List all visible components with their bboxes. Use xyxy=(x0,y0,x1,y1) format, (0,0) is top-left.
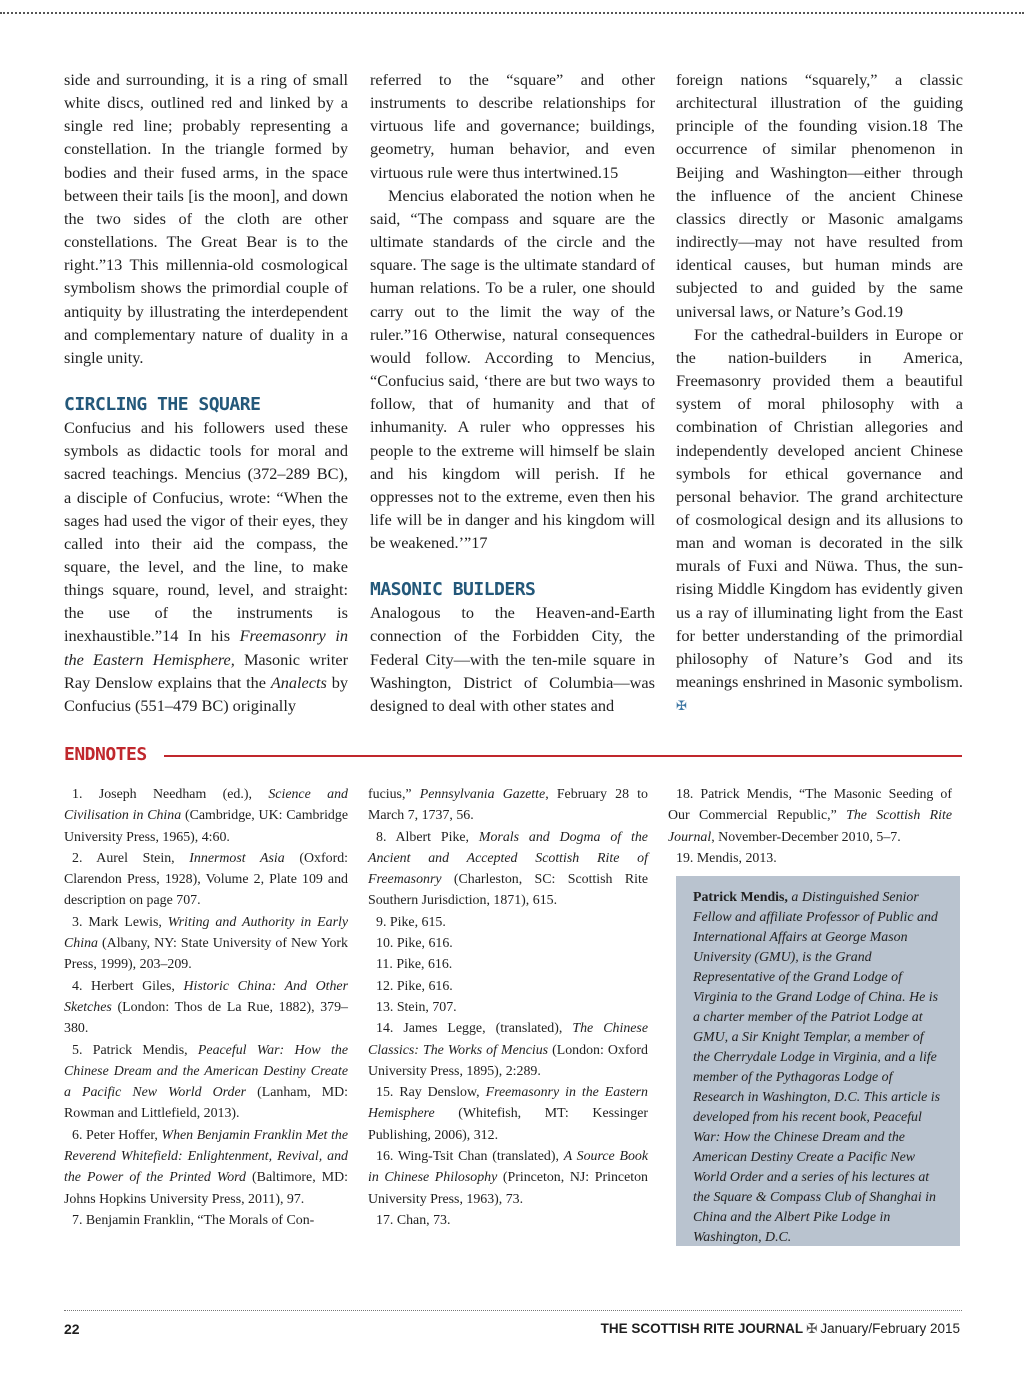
endnote-item: 7. Benjamin Franklin, “The Morals of Con- xyxy=(72,1212,315,1228)
page-number: 22 xyxy=(64,1321,80,1337)
endnotes-column-1 xyxy=(64,784,348,1231)
endnote-item: 14. James Legge, (translated), The Chinese Classics: The Works of Mencius (London: Oxford University Press, 1895), 2:289. xyxy=(368,1021,649,1079)
endnote-item: 8. Albert Pike, Morals and Dogma of the Ancient and Accepted Scottish Rite of Freemasonry (Charleston, SC: Scottish Rite Southern Jurisdiction, 1871), 615. xyxy=(368,829,648,909)
body-paragraph: foreign nations “squarely,” a classic architectural illustration of the guiding principle of the founding vision.18 The occurrence of similar phenomenon in Beijing and Washington—either through the influence of the ancient Chinese classics directly or Masonic amalgams indirectly—may not have resulted from identical causes, but human minds are subjected to and guided by the same universal laws, or Nature’s God.19 xyxy=(676,70,963,321)
endnote-item: 18. Patrick Mendis, “The Masonic Seeding of Our Commercial Republic,” The Scottish Rite Journal, November-December 2010, 5–7. xyxy=(668,787,953,845)
top-dotted-rule xyxy=(0,12,1024,14)
endnote-item: 11. Pike, 616. xyxy=(376,957,453,973)
running-footer xyxy=(601,1321,960,1337)
endnote-item: 9. Pike, 615. xyxy=(376,914,446,930)
endnote-item: 5. Patrick Mendis, Peaceful War: How the Chinese Dream and the American Destiny Create a Pacific New World Order (Lanham, MD: Rowman and Littlefield, 2013). xyxy=(64,1042,349,1122)
section-heading-circling-the-square: CIRCLING THE SQUARE xyxy=(64,394,261,416)
body-paragraph: For the cathedral-builders in Europe or the nation-builders in America, Freemasonry provided them a beautiful system of moral philosophy with a combination of Christian allegories and independently developed ancient Chinese symbols for ethical governance and personal behavior. The grand architecture of cosmological design and its allusions to man and woman is decorated in the silk murals of Fuxi and Nüwa. Thus, the sun-rising Middle Kingdom has evidently given us a ray of illuminating light from the East for better understanding of the primordial philosophy of Nature’s God and its meanings enshrined in Masonic symbolism. ✠ xyxy=(676,324,963,714)
body-paragraph: Analogous to the Heaven-and-Earth connection of the Forbidden City, the Federal City—with the ten-mile square in Washington, District of Columbia—was designed to deal with other states and xyxy=(370,603,655,715)
body-column-2 xyxy=(370,68,655,717)
endnotes-rule xyxy=(164,755,962,757)
endnote-item: 3. Mark Lewis, Writing and Authority in Early China (Albany, NY: State University of New York Press, 1999), 203–209. xyxy=(64,914,349,973)
footer-dotted-rule xyxy=(64,1310,962,1311)
endnotes-column-2 xyxy=(368,784,648,1231)
body-paragraph: Mencius elaborated the notion when he said, “The compass and square are the ultimate standards of the circle and the square. The sage is the ultimate standard of human relations. To be a ruler, one should carry out to the limit the way of the ruler.”16 Otherwise, natural consequences would follow. According to Mencius, “Confucius said, ‘there are but two ways to follow, that of humanity and that of inhumanity. A ruler who oppresses his people to the extreme will himself be slain and his kingdom will perish. If he oppresses not to the extreme, even then his life will be in danger and his kingdom will be weakened.’”17 xyxy=(370,185,655,553)
endnote-item: 6. Peter Hoffer, When Benjamin Franklin Met the Reverend Whitefield: Enlightenment, Revival, and the Power of the Printed Word (Baltimore, MD: Johns Hopkins University Press, 2011), 97. xyxy=(64,1127,349,1207)
cross-icon: ✠ xyxy=(806,1321,818,1336)
author-name: Patrick Mendis, xyxy=(693,890,788,905)
endnotes-header xyxy=(64,744,962,768)
endnote-item: 10. Pike, 616. xyxy=(376,936,453,952)
body-column-1 xyxy=(64,68,348,717)
end-cross-icon: ✠ xyxy=(676,698,687,714)
endnote-item: 2. Aurel Stein, Innermost Asia (Oxford: Clarendon Press, 1928), Volume 2, Plate 109 and description on page 707. xyxy=(64,850,348,909)
endnote-item: fucius,” Pennsylvania Gazette, February 28 to March 7, 1737, 56. xyxy=(368,787,648,824)
author-bio-box xyxy=(676,876,960,1246)
endnote-item: 12. Pike, 616. xyxy=(376,978,453,994)
endnote-item: 16. Wing-Tsit Chan (translated), A Source Book in Chinese Philosophy (Princeton, NJ: Princeton University Press, 1963), 73. xyxy=(368,1149,648,1207)
journal-title: THE SCOTTISH RITE JOURNAL xyxy=(600,1321,804,1336)
endnotes-column-3 xyxy=(668,784,952,869)
author-bio-text: a Distinguished Senior Fellow and affiliate Professor of Public and International Affairs at George Mason University (GMU), is the Grand Representative of the Grand Lodge of Virginia to the Grand Lodge of China. He is a charter member of the Patriot Lodge at GMU, a Sir Knight Templar, a member of the Cherrydale Lodge in Virginia, and a life member of the Pythagoras Lodge of Research in Washington, D.C. This article is developed from his recent book, Peaceful War: How the Chinese Dream and the American Destiny Create a Pacific New World Order and a series of his lectures at the Square & Compass Club of Shanghai in China and the Albert Pike Lodge in Washington, D.C. xyxy=(693,890,941,1245)
endnotes-title: ENDNOTES xyxy=(64,744,157,765)
endnote-item: 19. Mendis, 2013. xyxy=(676,850,777,866)
endnote-item: 13. Stein, 707. xyxy=(376,999,457,1015)
endnote-item: 15. Ray Denslow, Freemasonry in the Eastern Hemisphere (Whitefish, MT: Kessinger Publishing, 2006), 312. xyxy=(368,1085,648,1143)
body-paragraph: side and surrounding, it is a ring of small white discs, outlined red and linked by a single red line; probably representing a constellation. In the triangle formed by bodies and their fused arms, in the space between their tails [is the moon], and down the two sides of the cloth are other constellations. The Great Bear is to the right.”13 This millennia-old cosmological symbolism shows the primordial couple of antiquity by illustrating the interdependent and complementary nature of duality in a single unity. xyxy=(64,70,348,367)
body-column-3 xyxy=(676,68,963,717)
body-paragraph: referred to the “square” and other instruments to describe relationships for virtuous life and governance; buildings, geometry, human behavior, and even virtuous rule were thus intertwined.15 xyxy=(370,70,655,182)
endnote-item: 17. Chan, 73. xyxy=(376,1212,451,1228)
endnote-item: 1. Joseph Needham (ed.), Science and Civilisation in China (Cambridge, UK: Cambridge University Press, 1965), 4:60. xyxy=(64,787,348,845)
section-heading-masonic-builders: MASONIC BUILDERS xyxy=(370,579,536,601)
body-paragraph: Confucius and his followers used these symbols as didactic tools for moral and sacred teachings. Mencius (372–289 BC), a disciple of Confucius, wrote: “When the sages had used the vigor of their eyes, they called into their aid the compass, the square, the level, and the line, to make things square, round, level, and straight: the use of the instruments is inexhaustible.”14 In his Freemasonry in the Eastern Hemisphere, Masonic writer Ray Denslow explains that the Analects by Confucius (551–479 BC) originally xyxy=(64,418,348,715)
endnote-item: 4. Herbert Giles, Historic China: And Other Sketches (London: Thos de La Rue, 1882), 379–380. xyxy=(64,978,348,1037)
issue-date: January/February 2015 xyxy=(820,1321,960,1336)
